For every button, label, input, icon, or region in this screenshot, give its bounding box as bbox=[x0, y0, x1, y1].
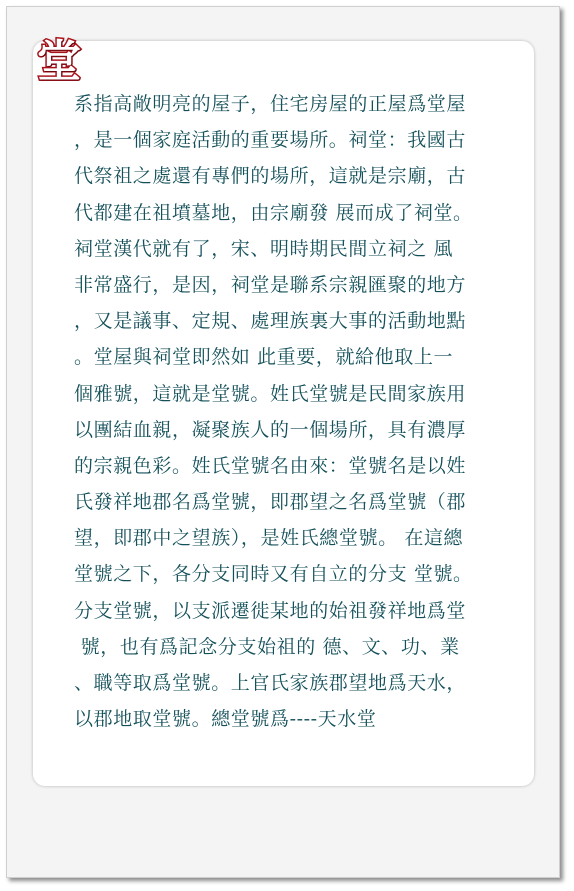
text-line: 。堂屋與祠堂即然如 此重要，就給他取上一 bbox=[74, 346, 454, 369]
text-line: ，是一個家庭活動的重要場所。祠堂：我國古 bbox=[74, 129, 467, 152]
text-line: 以團結血親，凝聚族人的一個場所，具有濃厚 bbox=[74, 418, 467, 441]
text-line: 代祭祖之處還有專們的場所，這就是宗廟，古 bbox=[74, 165, 467, 188]
text-line: 的宗親色彩。姓氏堂號名由來：堂號名是以姓 bbox=[74, 454, 467, 477]
text-line: 非常盛行，是因，祠堂是聯系宗親匯聚的地方 bbox=[74, 273, 467, 296]
text-line: 望，即郡中之望族），是姓氏總堂號。 在這總 bbox=[74, 527, 464, 550]
text-line: 系指高敞明亮的屋子，住宅房屋的正屋爲堂屋 bbox=[74, 93, 467, 115]
text-line: 號，也有爲記念分支始祖的 德、文、功、業 bbox=[74, 635, 460, 658]
title-character: 堂 bbox=[37, 36, 81, 87]
article-body bbox=[74, 86, 526, 737]
text-line: 祠堂漢代就有了，宋、明時期民間立祠之 風 bbox=[74, 237, 454, 260]
text-line: 以郡地取堂號。總堂號爲----天水堂 bbox=[74, 708, 377, 731]
text-line: 氏發祥地郡名爲堂號，即郡望之名爲堂號（郡 bbox=[74, 491, 467, 514]
text-line: 代都建在祖墳墓地，由宗廟發 展而成了祠堂。 bbox=[74, 201, 473, 224]
text-line: 個雅號，這就是堂號。姓氏堂號是民間家族用 bbox=[74, 382, 467, 405]
text-line: 、職等取爲堂號。上官氏家族郡望地爲天水， bbox=[74, 672, 467, 694]
text-line: ，又是議事、定規、處理族裏大事的活動地點 bbox=[74, 310, 467, 333]
text-line: 堂號之下，各分支同時又有自立的分支 堂號。 bbox=[74, 563, 473, 586]
text-line: 分支堂號，以支派遷徙某地的始祖發祥地爲堂 bbox=[74, 599, 467, 622]
